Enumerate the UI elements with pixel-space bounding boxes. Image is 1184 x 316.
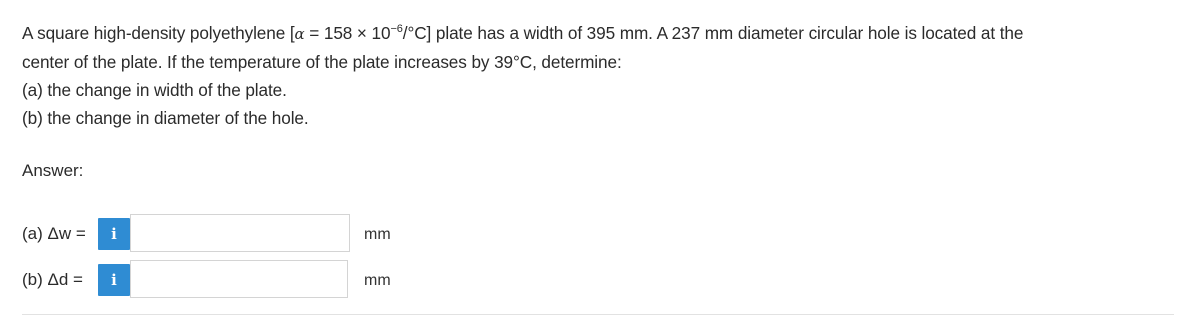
answer-a-input[interactable] xyxy=(130,214,350,252)
answer-b-label: (b) Δd = xyxy=(22,270,83,289)
question-line-1-start: A square high-density polyethylene [ xyxy=(22,23,295,43)
alpha-symbol: α xyxy=(294,25,305,43)
question-line-1 xyxy=(22,19,1182,48)
answer-a-unit: mm xyxy=(364,226,391,243)
bottom-divider xyxy=(22,314,1174,315)
question-part-a: (a) the change in width of the plate. xyxy=(22,80,287,100)
answer-b-input[interactable] xyxy=(130,260,348,298)
question-line-1-end: /°C] plate has a width of 395 mm. A 237 mm diameter circular hole is located at the xyxy=(402,23,1024,43)
info-icon[interactable]: i xyxy=(98,264,130,296)
answer-heading: Answer: xyxy=(22,161,84,180)
question-text xyxy=(22,19,1182,132)
answer-b-unit: mm xyxy=(364,272,391,289)
question-exponent: −6 xyxy=(390,23,403,35)
question-line-2: center of the plate. If the temperature of the plate increases by 39°C, determine: xyxy=(22,52,622,72)
answer-a-label: (a) Δw = xyxy=(22,224,86,243)
question-part-b: (b) the change in diameter of the hole. xyxy=(22,108,309,128)
info-icon[interactable]: i xyxy=(98,218,130,250)
question-coefficient: = 158 × 10 xyxy=(304,23,391,43)
